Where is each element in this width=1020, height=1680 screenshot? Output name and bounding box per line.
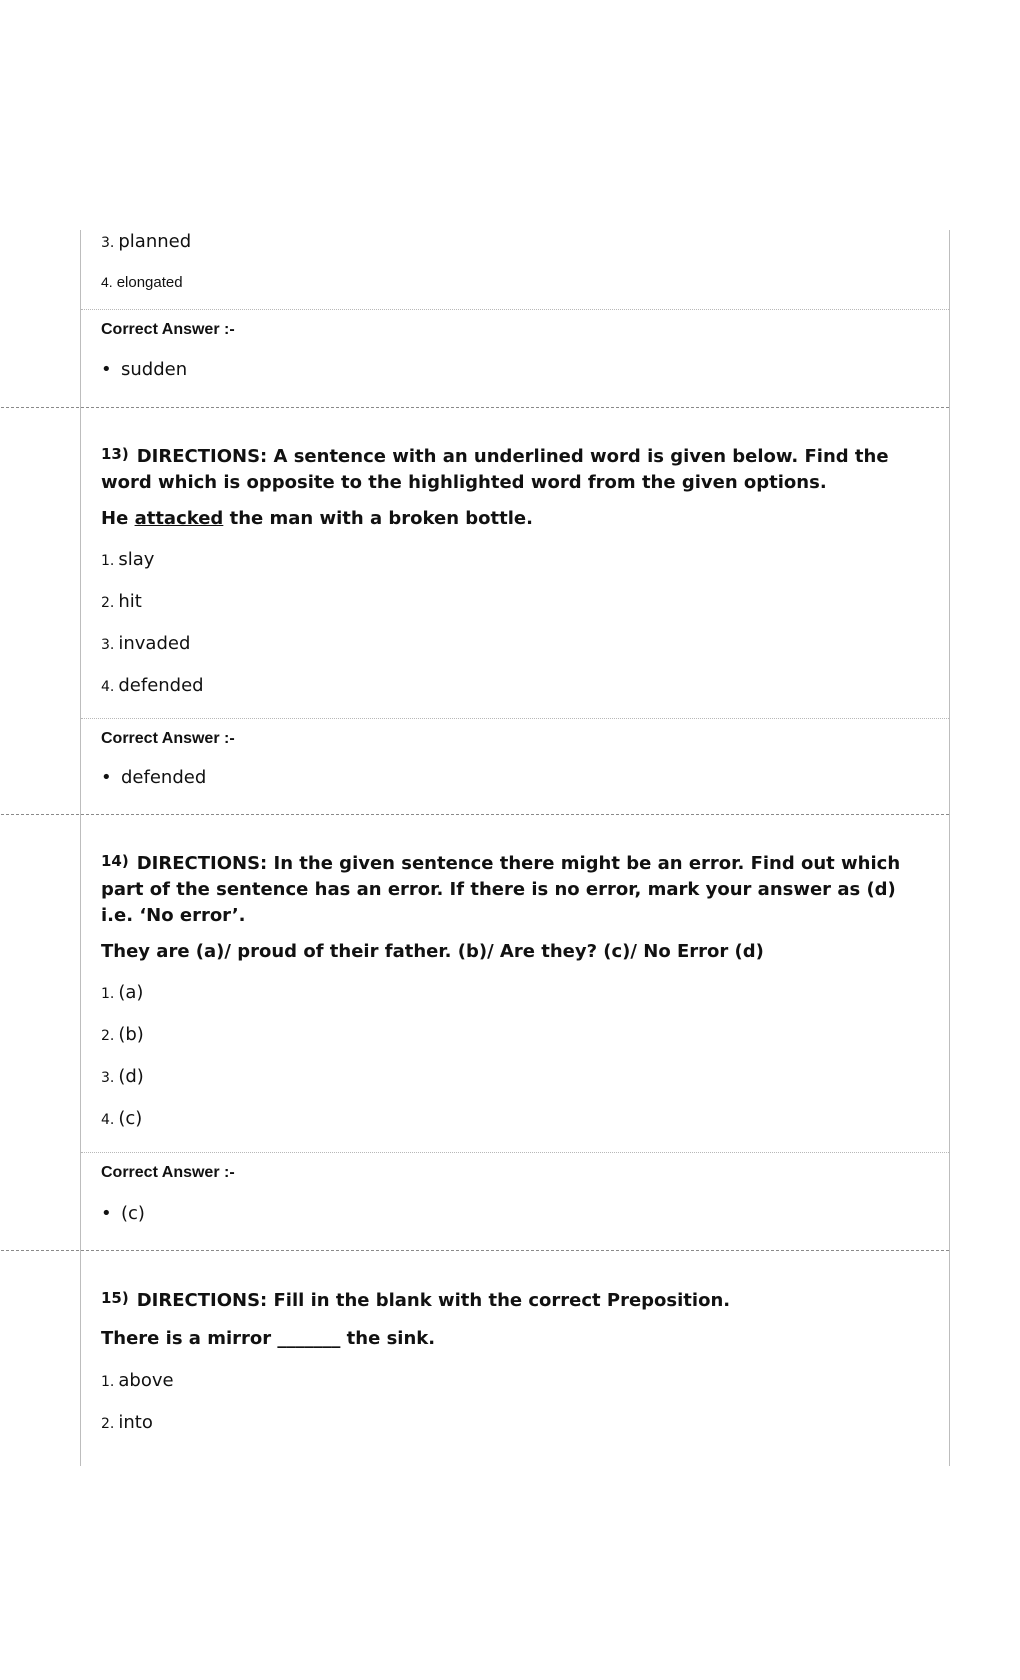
correct-answer-label: Correct Answer :- <box>101 1164 235 1181</box>
question-13-directions: 13) DIRECTIONS: A sentence with an underlined word is given below. Find the word which is opposite to the highlighted word from the given options. <box>101 445 889 493</box>
option-3[interactable]: 3. invaded <box>101 633 191 654</box>
correct-answer-label: Correct Answer :- <box>101 321 235 338</box>
question-separator <box>1 407 949 408</box>
correct-answer: • sudden <box>101 359 188 380</box>
option-1[interactable]: 1. slay <box>101 549 155 570</box>
divider <box>81 1152 949 1153</box>
option-1[interactable]: 1. (a) <box>101 982 144 1003</box>
option-4[interactable]: 4. defended <box>101 675 204 696</box>
bullet-icon: • <box>101 1203 112 1224</box>
option-2[interactable]: 2. into <box>101 1412 153 1433</box>
question-sheet <box>80 230 950 1466</box>
option-3[interactable]: 3. (d) <box>101 1066 144 1087</box>
option-2[interactable]: 2. hit <box>101 591 142 612</box>
correct-answer-label: Correct Answer :- <box>101 730 235 747</box>
option-4[interactable]: 4. (c) <box>101 1108 143 1129</box>
question-14-directions: 14) DIRECTIONS: In the given sentence there might be an error. Find out which part of the sentence has an error. If there is no error, mark your answer as (d) i.e. ‘No error’. <box>101 852 901 926</box>
underlined-word: attacked <box>134 508 224 529</box>
divider <box>81 718 949 719</box>
question-14-sentence: They are (a)/ proud of their father. (b)/ Are they? (c)/ No Error (d) <box>101 941 764 962</box>
option-1[interactable]: 1. above <box>101 1370 174 1391</box>
correct-answer: • (c) <box>101 1203 145 1224</box>
question-separator <box>1 1250 949 1251</box>
option-3[interactable]: 3. planned <box>101 231 192 252</box>
divider <box>81 309 949 310</box>
correct-answer: • defended <box>101 767 207 788</box>
option-2[interactable]: 2. (b) <box>101 1024 144 1045</box>
question-15-directions: 15) DIRECTIONS: Fill in the blank with the correct Preposition. <box>101 1289 731 1311</box>
option-4[interactable]: 4. elongated <box>101 274 183 291</box>
question-separator <box>1 814 949 815</box>
question-15-sentence: There is a mirror _______ the sink. <box>101 1328 436 1349</box>
bullet-icon: • <box>101 767 112 788</box>
question-13-sentence: He attacked the man with a broken bottle. <box>101 508 533 529</box>
bullet-icon: • <box>101 359 112 380</box>
